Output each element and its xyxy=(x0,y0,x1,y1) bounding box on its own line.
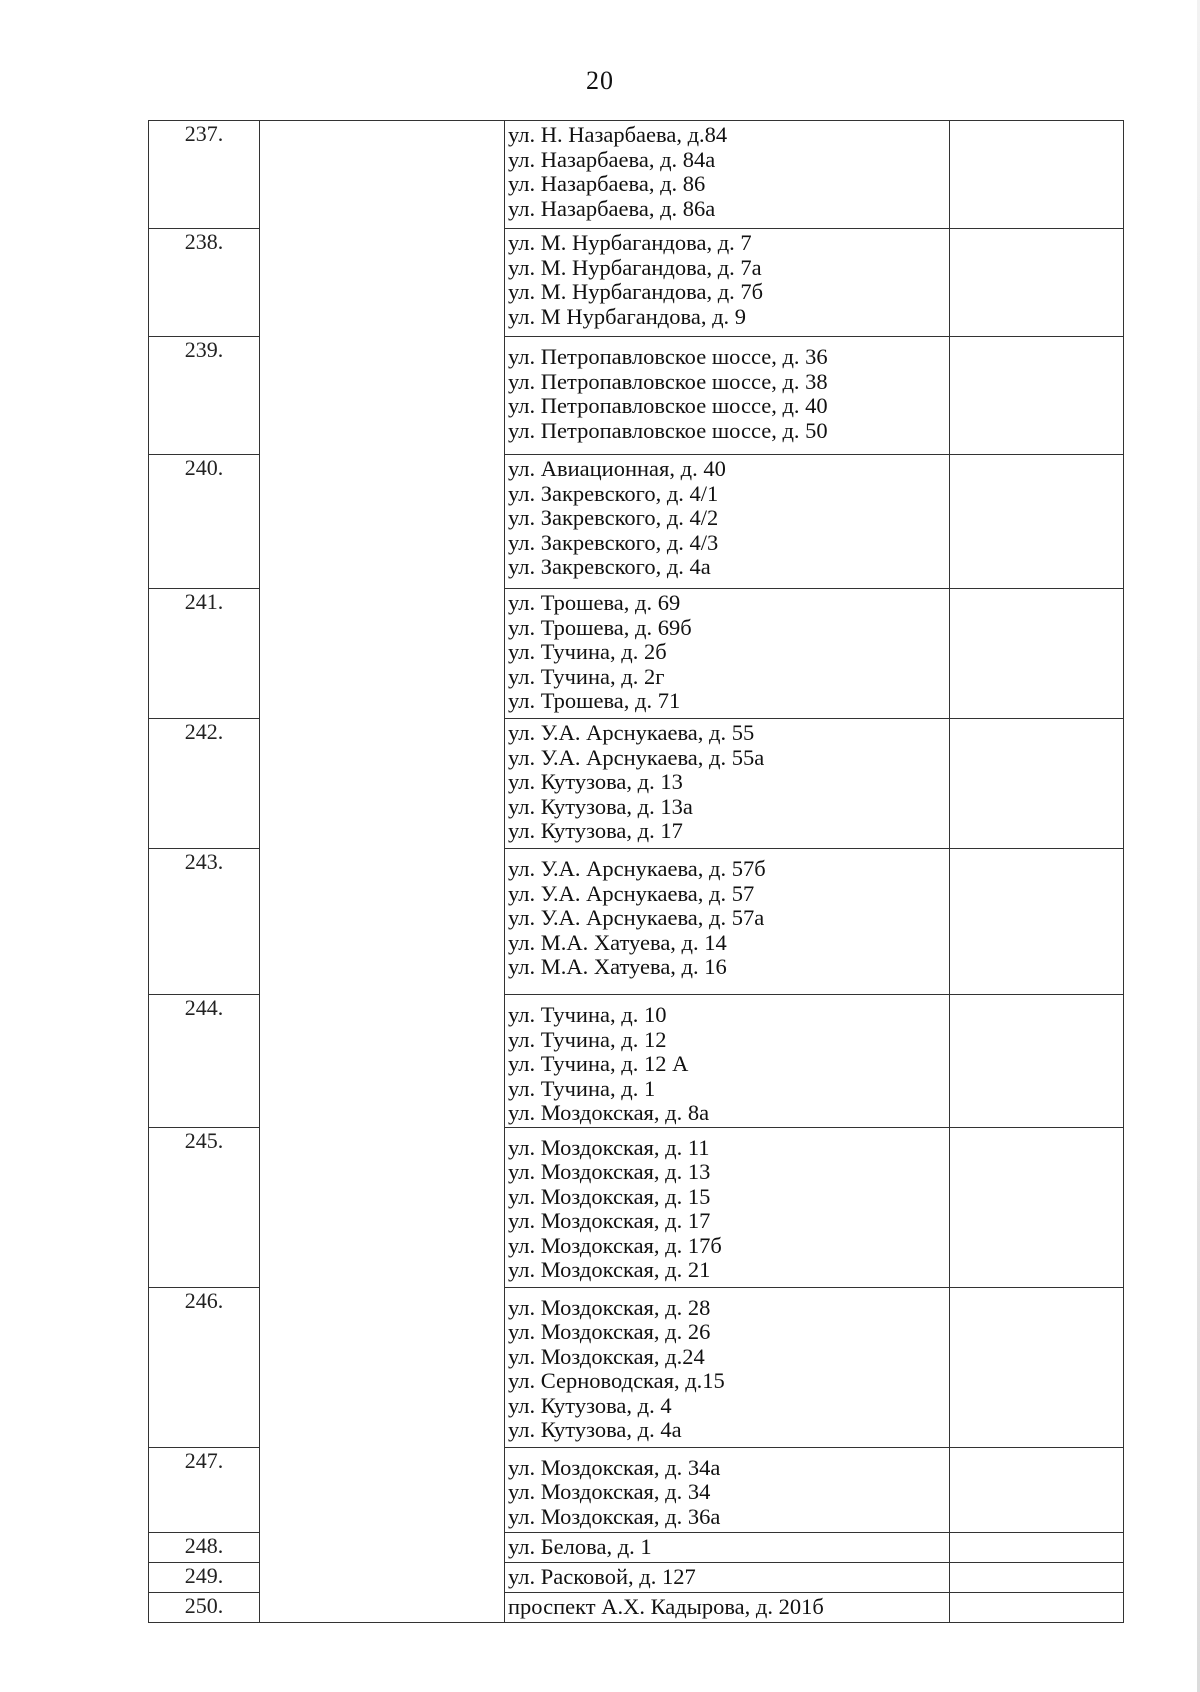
address-line: ул. Закревского, д. 4/3 xyxy=(508,529,719,555)
table-row xyxy=(149,1532,1124,1562)
notes-cell xyxy=(950,1127,1124,1287)
row-number: 242. xyxy=(149,719,260,849)
table-row xyxy=(149,1447,1124,1532)
table-row xyxy=(149,589,1124,719)
address-line: ул. Трошева, д. 71 xyxy=(508,688,681,713)
address-line: ул. У.А. Арснукаева, д. 55а xyxy=(508,744,765,770)
address-line: ул. Петропавловское шоссе, д. 50 xyxy=(508,417,828,443)
notes-cell xyxy=(950,995,1124,1128)
address-line: ул. Авиационная, д. 40 xyxy=(508,456,726,481)
notes-cell xyxy=(950,1447,1124,1532)
empty-cell xyxy=(260,719,505,849)
notes-cell xyxy=(950,455,1124,589)
address-line: ул. Моздокская, д.24 xyxy=(508,1343,705,1369)
address-cell xyxy=(505,995,950,1128)
empty-cell xyxy=(260,589,505,719)
empty-cell xyxy=(260,995,505,1128)
empty-cell xyxy=(260,121,505,229)
address-table-body xyxy=(149,121,1124,1623)
empty-cell xyxy=(260,455,505,589)
address-line: ул. Моздокская, д. 15 xyxy=(508,1183,711,1209)
table-row xyxy=(149,337,1124,455)
table-row xyxy=(149,1562,1124,1592)
address-line: ул. Моздокская, д. 17 xyxy=(508,1208,711,1233)
address-table xyxy=(148,120,1124,1623)
table-row xyxy=(149,455,1124,589)
table-row xyxy=(149,719,1124,849)
address-line: ул. Тучина, д. 2г xyxy=(508,663,665,689)
row-number: 241. xyxy=(149,589,260,719)
address-line: ул. Серноводская, д.15 xyxy=(508,1368,725,1393)
notes-cell xyxy=(950,229,1124,337)
address-line: ул. Назарбаева, д. 84а xyxy=(508,146,716,172)
notes-cell xyxy=(950,121,1124,229)
address-line: ул. Петропавловское шоссе, д. 36 xyxy=(508,344,828,369)
address-line: ул. Моздокская, д. 34 xyxy=(508,1479,711,1504)
empty-cell xyxy=(260,1562,505,1592)
empty-cell xyxy=(260,1287,505,1447)
address-line: ул. Моздокская, д. 28 xyxy=(508,1294,711,1320)
address-line: ул. Моздокская, д. 34а xyxy=(508,1454,721,1480)
address-line: ул. М.А. Хатуева, д. 16 xyxy=(508,954,727,979)
address-cell xyxy=(505,1562,950,1592)
address-line: ул. Н. Назарбаева, д.84 xyxy=(508,122,728,147)
empty-cell xyxy=(260,1127,505,1287)
table-row xyxy=(149,995,1124,1128)
address-line: ул. Петропавловское шоссе, д. 38 xyxy=(508,368,828,394)
address-line: ул. Моздокская, д. 8а xyxy=(508,1100,710,1125)
row-number: 240. xyxy=(149,455,260,589)
notes-cell xyxy=(950,1287,1124,1447)
address-line: ул. Белова, д. 1 xyxy=(508,1533,652,1559)
empty-cell xyxy=(260,1532,505,1562)
empty-cell xyxy=(260,229,505,337)
address-line: ул. Расковой, д. 127 xyxy=(508,1563,696,1589)
address-line: ул. Кутузова, д. 4а xyxy=(508,1417,682,1442)
address-line: ул. Моздокская, д. 17б xyxy=(508,1232,722,1258)
address-line: ул. М. Нурбагандова, д. 7а xyxy=(508,254,762,280)
address-line: ул. Кутузова, д. 4 xyxy=(508,1392,672,1418)
address-line: ул. У.А. Арснукаева, д. 57 xyxy=(508,880,755,906)
empty-cell xyxy=(260,849,505,995)
address-line: ул. Моздокская, д. 26 xyxy=(508,1319,711,1344)
table-row xyxy=(149,229,1124,337)
address-line: ул. Трошева, д. 69б xyxy=(508,614,692,640)
row-number: 239. xyxy=(149,337,260,455)
address-line: ул. Тучина, д. 12 А xyxy=(508,1051,689,1076)
address-cell xyxy=(505,121,950,229)
address-cell xyxy=(505,849,950,995)
address-line: ул. М. Нурбагандова, д. 7б xyxy=(508,279,764,304)
address-line: ул. Закревского, д. 4/2 xyxy=(508,505,719,530)
notes-cell xyxy=(950,589,1124,719)
address-line: ул. Моздокская, д. 36а xyxy=(508,1503,721,1529)
row-number: 250. xyxy=(149,1592,260,1622)
page-number: 20 xyxy=(586,66,614,95)
address-cell xyxy=(505,1592,950,1622)
address-line: ул. Тучина, д. 2б xyxy=(508,639,667,664)
address-line: ул. Назарбаева, д. 86 xyxy=(508,171,706,196)
address-line: ул. Моздокская, д. 21 xyxy=(508,1257,711,1282)
row-number: 238. xyxy=(149,229,260,337)
notes-cell xyxy=(950,1532,1124,1562)
address-cell xyxy=(505,1447,950,1532)
row-number: 249. xyxy=(149,1562,260,1592)
address-cell xyxy=(505,1532,950,1562)
address-line: ул. У.А. Арснукаева, д. 55 xyxy=(508,720,755,745)
address-line: ул. М.А. Хатуева, д. 14 xyxy=(508,929,727,955)
address-line: ул. Назарбаева, д. 86а xyxy=(508,195,716,221)
address-line: ул. Трошева, д. 69 xyxy=(508,590,681,615)
address-line: ул. М. Нурбагандова, д. 7 xyxy=(508,230,752,255)
notes-cell xyxy=(950,849,1124,995)
empty-cell xyxy=(260,1592,505,1622)
address-line: ул. Кутузова, д. 13а xyxy=(508,793,693,819)
row-number: 248. xyxy=(149,1532,260,1562)
table-row xyxy=(149,849,1124,995)
address-line: ул. У.А. Арснукаева, д. 57а xyxy=(508,905,765,930)
empty-cell xyxy=(260,337,505,455)
address-line: ул. Кутузова, д. 13 xyxy=(508,769,683,794)
address-cell xyxy=(505,229,950,337)
address-line: ул. Моздокская, д. 13 xyxy=(508,1159,711,1184)
notes-cell xyxy=(950,1592,1124,1622)
address-line: ул. Тучина, д. 10 xyxy=(508,1002,667,1027)
table-row xyxy=(149,1592,1124,1622)
notes-cell xyxy=(950,719,1124,849)
address-cell xyxy=(505,719,950,849)
notes-cell xyxy=(950,1562,1124,1592)
row-number: 245. xyxy=(149,1127,260,1287)
address-line: ул. Кутузова, д. 17 xyxy=(508,818,683,843)
address-cell xyxy=(505,589,950,719)
row-number: 237. xyxy=(149,121,260,229)
address-cell xyxy=(505,455,950,589)
notes-cell xyxy=(950,337,1124,455)
address-line: ул. Тучина, д. 1 xyxy=(508,1075,656,1101)
address-cell xyxy=(505,1287,950,1447)
table-row xyxy=(149,1287,1124,1447)
address-cell xyxy=(505,337,950,455)
address-line: ул. Моздокская, д. 11 xyxy=(508,1134,710,1160)
row-number: 247. xyxy=(149,1447,260,1532)
address-line: ул. У.А. Арснукаева, д. 57б xyxy=(508,856,766,881)
row-number: 243. xyxy=(149,849,260,995)
empty-cell xyxy=(260,1447,505,1532)
address-line: ул. Петропавловское шоссе, д. 40 xyxy=(508,393,828,418)
row-number: 244. xyxy=(149,995,260,1128)
table-row xyxy=(149,121,1124,229)
address-line: ул. Закревского, д. 4/1 xyxy=(508,480,719,506)
address-line: проспект А.Х. Кадырова, д. 201б xyxy=(508,1593,824,1619)
address-line: ул. Тучина, д. 12 xyxy=(508,1026,667,1052)
table-row xyxy=(149,1127,1124,1287)
address-cell xyxy=(505,1127,950,1287)
row-number: 246. xyxy=(149,1287,260,1447)
address-line: ул. М Нурбагандова, д. 9 xyxy=(508,303,747,329)
address-line: ул. Закревского, д. 4а xyxy=(508,554,711,579)
